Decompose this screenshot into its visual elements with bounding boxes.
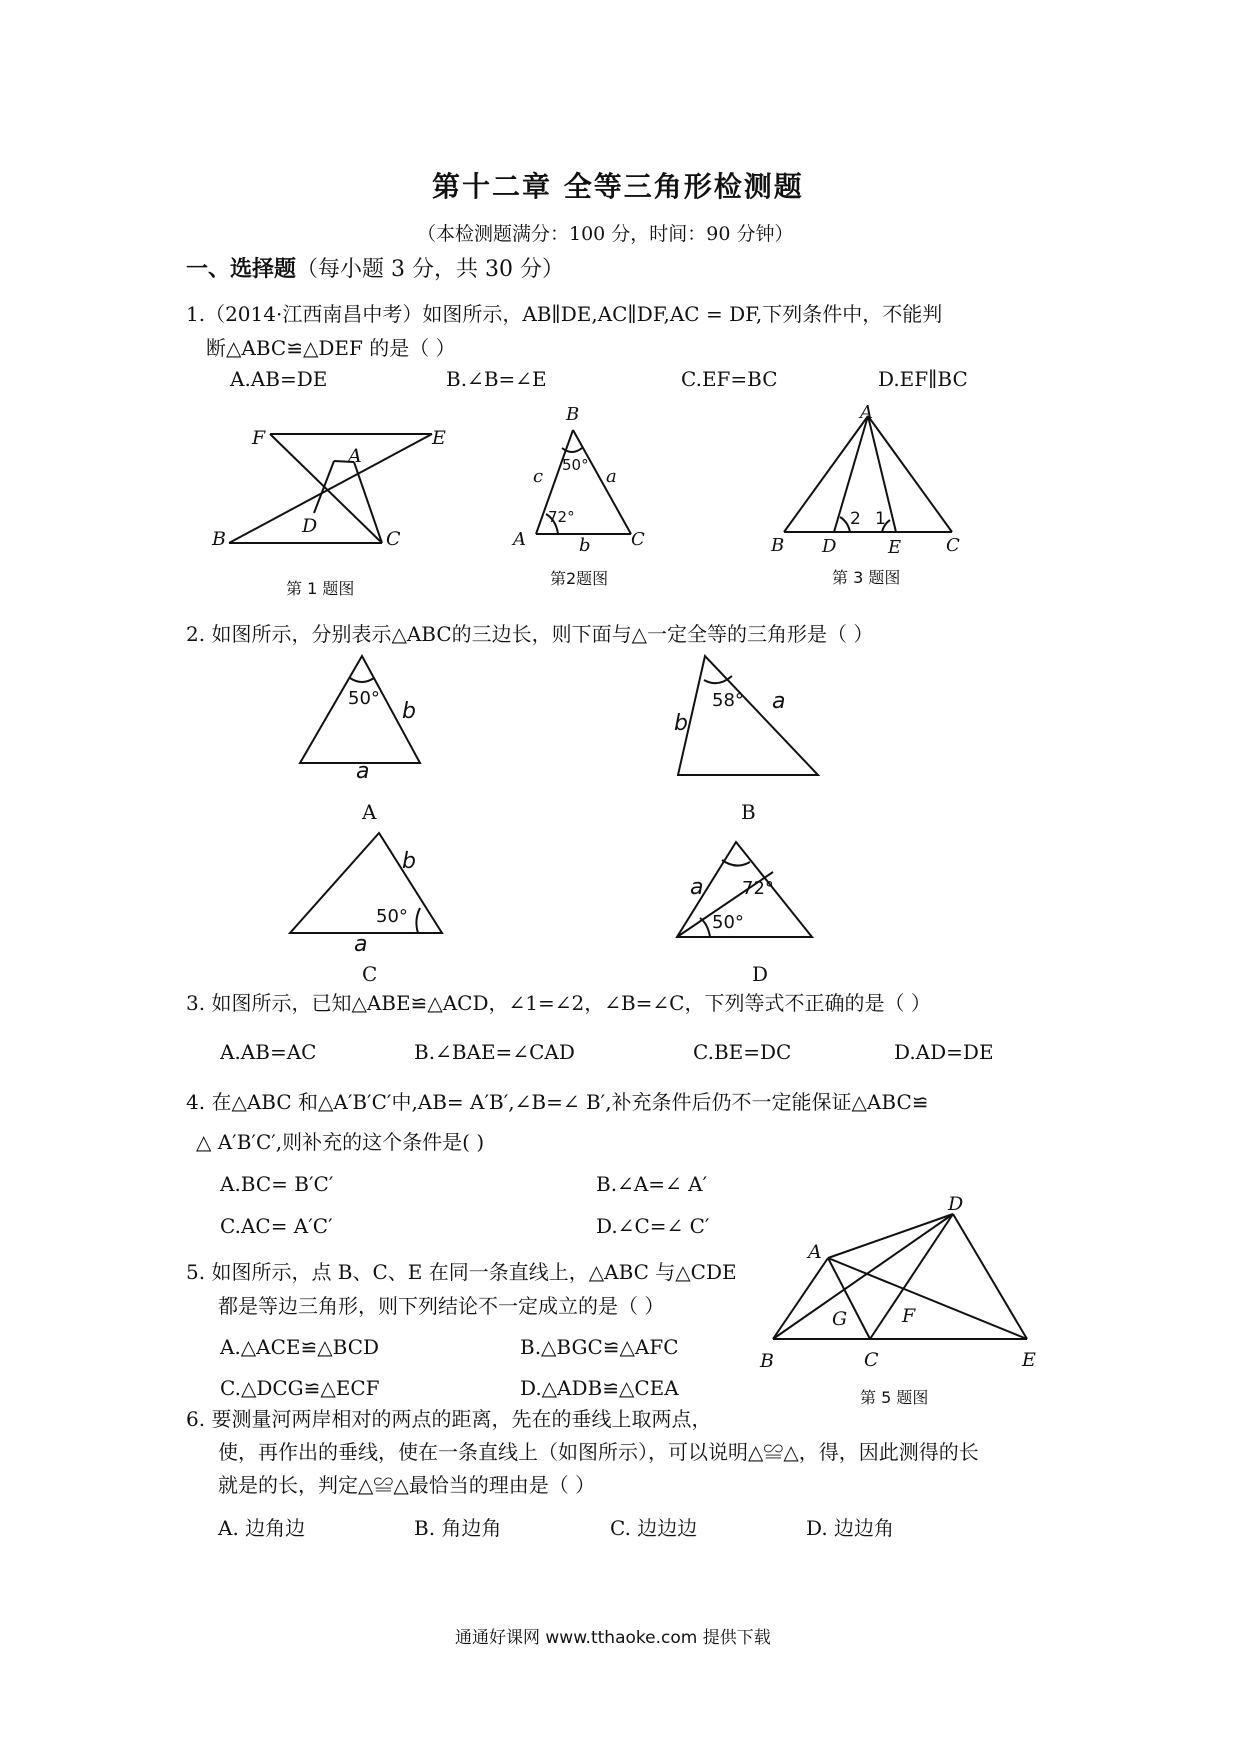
fig5-label-d: D <box>948 1193 964 1215</box>
question-3-option-a: A.AB=AC <box>220 1040 317 1064</box>
question-4-option-a: A.BC= B′C′ <box>220 1172 334 1196</box>
section-heading <box>186 252 564 283</box>
question-3-option-d: D.AD=DE <box>894 1040 994 1064</box>
question-6-line-1: 6. 要测量河两岸相对的两点的距离，先在的垂线上取两点， <box>186 1407 712 1431</box>
question-1-option-d: D.EF∥BC <box>878 367 968 391</box>
q2d-angle-50: 50° <box>712 912 744 933</box>
question-5-option-c: C.△DCG≌△ECF <box>220 1376 380 1400</box>
fig5-label-b: B <box>760 1350 774 1372</box>
fig3-angle-2: 2 <box>850 509 861 529</box>
fig3-label-a: A <box>860 402 873 423</box>
fig1-label-e: E <box>432 427 446 449</box>
question-6-option-d: D. 边边角 <box>806 1516 895 1540</box>
q2-option-c-letter: C <box>362 962 378 986</box>
question-4-option-c: C.AC= A′C′ <box>220 1214 333 1238</box>
question-5-line-1: 5. 如图所示，点 B、C、E 在同一条直线上，△ABC 与△CDE <box>186 1260 737 1284</box>
page-title: 第十二章 全等三角形检测题 <box>432 170 804 203</box>
fig3-angle-1: 1 <box>875 509 886 529</box>
fig1-label-d: D <box>302 515 318 537</box>
fig2-angle-72: 72° <box>548 508 575 526</box>
figure-2-caption: 第2题图 <box>550 569 609 588</box>
question-4-option-d: D.∠C=∠ C′ <box>596 1214 710 1238</box>
question-6-option-c: C. 边边边 <box>610 1516 698 1540</box>
fig3-label-e: E <box>888 537 902 558</box>
question-1-line-1: 1.（2014·江西南昌中考）如图所示，AB∥DE,AC∥DF,AC = DF,下列条件中，不能判 <box>186 302 943 326</box>
fig2-label-c-vertex: C <box>631 529 645 550</box>
fig3-label-c: C <box>946 535 960 556</box>
question-5-option-b: B.△BGC≌△AFC <box>520 1335 679 1359</box>
question-6-line-2: 使，再作出的垂线，使在一条直线上（如图所示），可以说明△≌△，得，因此测得的长 <box>218 1440 979 1464</box>
q2-option-a-letter: A <box>362 800 377 824</box>
fig5-label-g: G <box>832 1308 848 1330</box>
question-1-option-b: B.∠B=∠E <box>446 367 547 391</box>
q2-option-d-letter: D <box>752 962 769 986</box>
figure-3-caption: 第 3 题图 <box>832 568 901 587</box>
question-5-option-a: A.△ACE≌△BCD <box>220 1335 380 1359</box>
fig5-label-e: E <box>1022 1349 1036 1371</box>
fig2-label-a-vertex: A <box>513 529 526 550</box>
question-1-line-2: 断△ABC≌△DEF 的是（ ） <box>206 336 456 360</box>
fig2-label-b-side: b <box>579 535 591 556</box>
question-1-option-c: C.EF=BC <box>681 367 778 391</box>
q2a-side-a: a <box>356 759 370 784</box>
question-3-option-c: C.BE=DC <box>693 1040 792 1064</box>
fig5-label-f: F <box>902 1305 916 1327</box>
question-6-option-b: B. 角边角 <box>414 1516 502 1540</box>
q2b-side-a: a <box>772 689 786 714</box>
fig5-label-a: A <box>808 1241 822 1263</box>
q2c-angle-50: 50° <box>376 906 408 927</box>
fig1-label-c: C <box>386 528 401 550</box>
q2b-angle-58: 58° <box>712 690 744 711</box>
fig2-label-b-vertex: B <box>566 404 580 425</box>
page-subtitle: （本检测题满分：100 分，时间：90 分钟） <box>417 223 794 245</box>
q2a-side-b: b <box>402 699 416 724</box>
fig3-label-b: B <box>771 535 785 556</box>
question-5-line-2: 都是等边三角形，则下列结论不一定成立的是（ ） <box>218 1294 665 1318</box>
question-3-text: 3. 如图所示，已知△ABE≌△ACD，∠1=∠2，∠B=∠C，下列等式不正确的是（ ） <box>186 991 931 1015</box>
q2c-side-b: b <box>402 849 416 874</box>
fig2-label-a-side: a <box>606 466 617 487</box>
question-1-option-a: A.AB=DE <box>230 367 328 391</box>
figure-1-caption: 第 1 题图 <box>286 579 355 598</box>
question-4-line-2: △ A′B′C′,则补充的这个条件是( ) <box>196 1130 485 1154</box>
fig2-label-c-side: c <box>533 466 544 487</box>
question-3-option-b: B.∠BAE=∠CAD <box>414 1040 575 1064</box>
question-4-line-1: 4. 在△ABC 和△A′B′C′中,AB= A′B′,∠B=∠ B′,补充条件后仍不一定能保证△ABC≌ <box>186 1090 929 1114</box>
fig1-label-b: B <box>212 528 226 550</box>
q2d-side-a: a <box>690 875 704 900</box>
figure-5-caption: 第 5 题图 <box>860 1388 929 1407</box>
q2d-angle-72: 72° <box>742 878 774 899</box>
fig1-label-f: F <box>252 427 266 449</box>
question-2-text: 2. 如图所示，分别表示△ABC的三边长，则下面与△一定全等的三角形是（ ） <box>186 622 874 646</box>
fig2-angle-50: 50° <box>562 456 589 474</box>
q2a-angle-50: 50° <box>348 688 380 709</box>
q2-option-b-letter: B <box>741 800 756 824</box>
question-4-option-b: B.∠A=∠ A′ <box>596 1172 708 1196</box>
page-footer: 通通好课网 www.tthaoke.com 提供下载 <box>455 1628 771 1648</box>
question-6-option-a: A. 边角边 <box>218 1516 306 1540</box>
section-title: 一、选择题 <box>186 257 297 282</box>
section-note: （每小题 3 分，共 30 分） <box>296 257 564 282</box>
fig1-label-a: A <box>348 445 362 467</box>
question-5-option-d: D.△ADB≌△CEA <box>520 1376 679 1400</box>
q2b-side-b: b <box>674 711 688 736</box>
question-6-line-3: 就是的长，判定△≌△最恰当的理由是（ ） <box>218 1473 596 1497</box>
fig3-label-d: D <box>822 536 837 557</box>
fig5-label-c: C <box>864 1349 879 1371</box>
q2c-side-a: a <box>354 932 368 957</box>
